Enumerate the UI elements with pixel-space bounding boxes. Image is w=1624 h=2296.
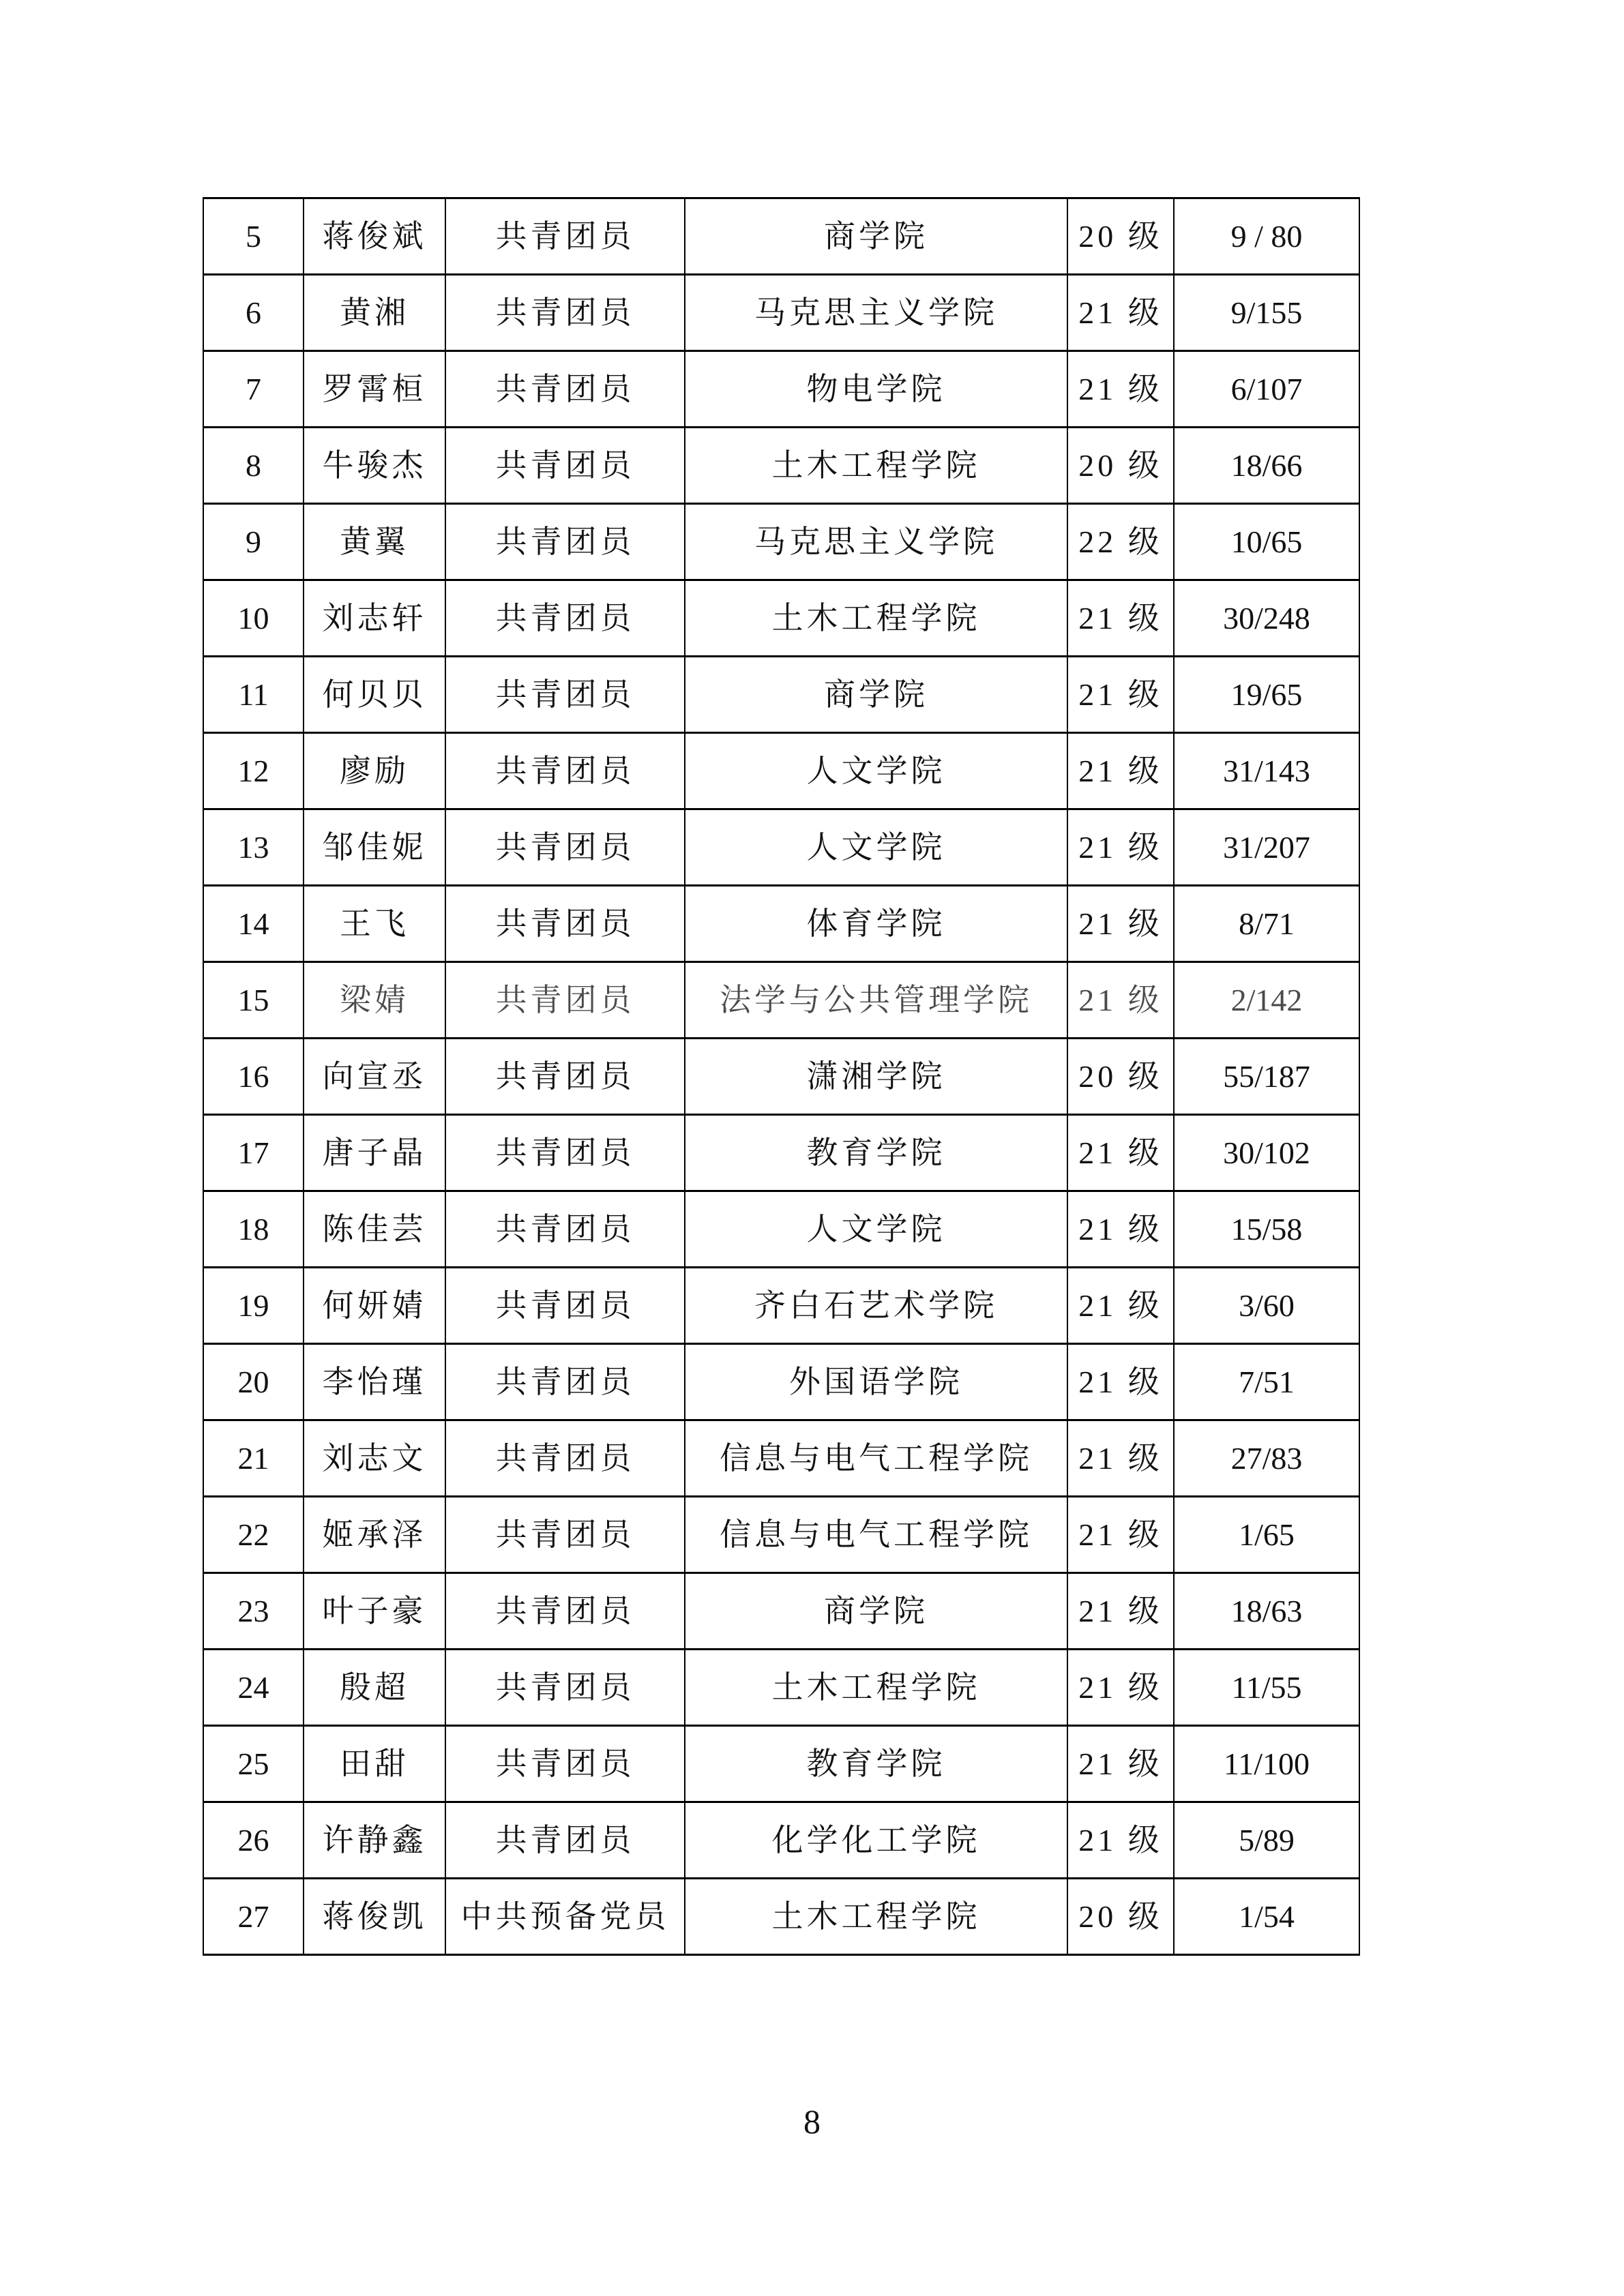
- cell-serial-number: 18: [203, 1191, 304, 1268]
- cell-serial-number: 16: [203, 1039, 304, 1115]
- cell-college: 商学院: [685, 198, 1067, 275]
- cell-rank: 55/187: [1174, 1039, 1359, 1115]
- cell-rank: 6/107: [1174, 351, 1359, 428]
- table-row: [203, 1802, 1359, 1879]
- cell-grade: 21 级: [1067, 1344, 1174, 1420]
- cell-college: 齐白石艺术学院: [685, 1268, 1067, 1344]
- roster-table-body: [203, 198, 1359, 1955]
- cell-political-status: 共青团员: [445, 886, 685, 962]
- cell-serial-number: 12: [203, 733, 304, 809]
- table-row: [203, 428, 1359, 504]
- table-row: [203, 1420, 1359, 1497]
- cell-serial-number: 6: [203, 275, 304, 351]
- table-row: [203, 1039, 1359, 1115]
- cell-rank: 10/65: [1174, 504, 1359, 580]
- page-number: 8: [803, 2102, 821, 2141]
- cell-rank: 30/102: [1174, 1115, 1359, 1191]
- cell-college: 体育学院: [685, 886, 1067, 962]
- cell-rank: 7/51: [1174, 1344, 1359, 1420]
- table-row: [203, 275, 1359, 351]
- cell-serial-number: 14: [203, 886, 304, 962]
- cell-rank: 18/66: [1174, 428, 1359, 504]
- cell-rank: 11/55: [1174, 1650, 1359, 1726]
- cell-grade: 21 级: [1067, 1650, 1174, 1726]
- cell-political-status: 共青团员: [445, 809, 685, 886]
- cell-grade: 21 级: [1067, 275, 1174, 351]
- cell-college: 人文学院: [685, 809, 1067, 886]
- cell-college: 潇湘学院: [685, 1039, 1067, 1115]
- cell-grade: 21 级: [1067, 962, 1174, 1039]
- cell-college: 信息与电气工程学院: [685, 1420, 1067, 1497]
- cell-student-name: 李怡瑾: [304, 1344, 445, 1420]
- cell-student-name: 廖励: [304, 733, 445, 809]
- cell-college: 土木工程学院: [685, 1879, 1067, 1955]
- cell-political-status: 共青团员: [445, 1497, 685, 1573]
- cell-serial-number: 13: [203, 809, 304, 886]
- cell-serial-number: 24: [203, 1650, 304, 1726]
- table-row: [203, 351, 1359, 428]
- cell-political-status: 共青团员: [445, 1802, 685, 1879]
- cell-student-name: 殷超: [304, 1650, 445, 1726]
- table-row: [203, 809, 1359, 886]
- cell-political-status: 共青团员: [445, 1039, 685, 1115]
- cell-grade: 21 级: [1067, 1573, 1174, 1650]
- cell-rank: 31/207: [1174, 809, 1359, 886]
- cell-grade: 21 级: [1067, 1268, 1174, 1344]
- cell-college: 教育学院: [685, 1726, 1067, 1802]
- cell-rank: 15/58: [1174, 1191, 1359, 1268]
- cell-rank: 31/143: [1174, 733, 1359, 809]
- cell-serial-number: 9: [203, 504, 304, 580]
- cell-student-name: 何妍婧: [304, 1268, 445, 1344]
- cell-college: 信息与电气工程学院: [685, 1497, 1067, 1573]
- cell-rank: 19/65: [1174, 657, 1359, 733]
- cell-political-status: 共青团员: [445, 504, 685, 580]
- cell-rank: 1/54: [1174, 1879, 1359, 1955]
- cell-college: 教育学院: [685, 1115, 1067, 1191]
- table-row: [203, 962, 1359, 1039]
- cell-serial-number: 5: [203, 198, 304, 275]
- table-row: [203, 1726, 1359, 1802]
- cell-college: 土木工程学院: [685, 580, 1067, 657]
- cell-serial-number: 27: [203, 1879, 304, 1955]
- cell-grade: 21 级: [1067, 657, 1174, 733]
- cell-political-status: 共青团员: [445, 1115, 685, 1191]
- cell-serial-number: 20: [203, 1344, 304, 1420]
- cell-political-status: 共青团员: [445, 1726, 685, 1802]
- cell-political-status: 共青团员: [445, 580, 685, 657]
- cell-student-name: 田甜: [304, 1726, 445, 1802]
- table-row: [203, 1650, 1359, 1726]
- table-row: [203, 886, 1359, 962]
- cell-grade: 21 级: [1067, 733, 1174, 809]
- cell-political-status: 共青团员: [445, 428, 685, 504]
- cell-political-status: 共青团员: [445, 657, 685, 733]
- cell-student-name: 何贝贝: [304, 657, 445, 733]
- cell-political-status: 共青团员: [445, 1573, 685, 1650]
- cell-student-name: 许静鑫: [304, 1802, 445, 1879]
- cell-serial-number: 17: [203, 1115, 304, 1191]
- cell-grade: 21 级: [1067, 580, 1174, 657]
- cell-college: 人文学院: [685, 1191, 1067, 1268]
- student-roster-table: [203, 197, 1360, 1956]
- cell-student-name: 姬承泽: [304, 1497, 445, 1573]
- cell-college: 土木工程学院: [685, 428, 1067, 504]
- cell-political-status: 共青团员: [445, 1191, 685, 1268]
- cell-rank: 18/63: [1174, 1573, 1359, 1650]
- cell-serial-number: 7: [203, 351, 304, 428]
- cell-college: 化学化工学院: [685, 1802, 1067, 1879]
- cell-rank: 3/60: [1174, 1268, 1359, 1344]
- cell-grade: 21 级: [1067, 351, 1174, 428]
- table-row: [203, 504, 1359, 580]
- cell-college: 马克思主义学院: [685, 275, 1067, 351]
- cell-grade: 20 级: [1067, 428, 1174, 504]
- cell-grade: 20 级: [1067, 1879, 1174, 1955]
- table-row: [203, 1191, 1359, 1268]
- cell-political-status: 共青团员: [445, 962, 685, 1039]
- cell-serial-number: 19: [203, 1268, 304, 1344]
- cell-serial-number: 22: [203, 1497, 304, 1573]
- cell-student-name: 王飞: [304, 886, 445, 962]
- cell-serial-number: 11: [203, 657, 304, 733]
- cell-grade: 22 级: [1067, 504, 1174, 580]
- cell-political-status: 共青团员: [445, 1268, 685, 1344]
- cell-college: 人文学院: [685, 733, 1067, 809]
- cell-student-name: 黄翼: [304, 504, 445, 580]
- cell-political-status: 共青团员: [445, 198, 685, 275]
- cell-political-status: 共青团员: [445, 1650, 685, 1726]
- cell-political-status: 共青团员: [445, 1344, 685, 1420]
- cell-serial-number: 25: [203, 1726, 304, 1802]
- cell-student-name: 刘志轩: [304, 580, 445, 657]
- table-row: [203, 580, 1359, 657]
- cell-political-status: 共青团员: [445, 275, 685, 351]
- table-row: [203, 733, 1359, 809]
- cell-political-status: 中共预备党员: [445, 1879, 685, 1955]
- cell-grade: 20 级: [1067, 198, 1174, 275]
- cell-student-name: 陈佳芸: [304, 1191, 445, 1268]
- cell-college: 商学院: [685, 1573, 1067, 1650]
- cell-college: 法学与公共管理学院: [685, 962, 1067, 1039]
- cell-rank: 9 / 80: [1174, 198, 1359, 275]
- table-row: [203, 198, 1359, 275]
- cell-grade: 21 级: [1067, 1802, 1174, 1879]
- cell-college: 土木工程学院: [685, 1650, 1067, 1726]
- cell-rank: 9/155: [1174, 275, 1359, 351]
- cell-grade: 21 级: [1067, 1420, 1174, 1497]
- cell-student-name: 邹佳妮: [304, 809, 445, 886]
- table-row: [203, 1115, 1359, 1191]
- cell-student-name: 牛骏杰: [304, 428, 445, 504]
- cell-grade: 21 级: [1067, 809, 1174, 886]
- table-row: [203, 657, 1359, 733]
- table-row: [203, 1344, 1359, 1420]
- cell-grade: 21 级: [1067, 1726, 1174, 1802]
- cell-grade: 21 级: [1067, 1497, 1174, 1573]
- table-row: [203, 1497, 1359, 1573]
- cell-political-status: 共青团员: [445, 733, 685, 809]
- cell-college: 马克思主义学院: [685, 504, 1067, 580]
- cell-political-status: 共青团员: [445, 1420, 685, 1497]
- cell-student-name: 黄湘: [304, 275, 445, 351]
- cell-student-name: 唐子晶: [304, 1115, 445, 1191]
- cell-serial-number: 15: [203, 962, 304, 1039]
- cell-serial-number: 8: [203, 428, 304, 504]
- table-row: [203, 1268, 1359, 1344]
- cell-serial-number: 10: [203, 580, 304, 657]
- cell-student-name: 向宣丞: [304, 1039, 445, 1115]
- cell-grade: 20 级: [1067, 1039, 1174, 1115]
- table-row: [203, 1879, 1359, 1955]
- cell-serial-number: 23: [203, 1573, 304, 1650]
- cell-rank: 11/100: [1174, 1726, 1359, 1802]
- cell-grade: 21 级: [1067, 886, 1174, 962]
- cell-college: 外国语学院: [685, 1344, 1067, 1420]
- cell-student-name: 罗霄桓: [304, 351, 445, 428]
- cell-student-name: 叶子豪: [304, 1573, 445, 1650]
- cell-rank: 1/65: [1174, 1497, 1359, 1573]
- cell-rank: 8/71: [1174, 886, 1359, 962]
- cell-college: 物电学院: [685, 351, 1067, 428]
- table-row: [203, 1573, 1359, 1650]
- cell-student-name: 蒋俊斌: [304, 198, 445, 275]
- cell-college: 商学院: [685, 657, 1067, 733]
- cell-serial-number: 26: [203, 1802, 304, 1879]
- cell-rank: 5/89: [1174, 1802, 1359, 1879]
- cell-rank: 30/248: [1174, 580, 1359, 657]
- cell-rank: 27/83: [1174, 1420, 1359, 1497]
- cell-grade: 21 级: [1067, 1115, 1174, 1191]
- cell-grade: 21 级: [1067, 1191, 1174, 1268]
- cell-serial-number: 21: [203, 1420, 304, 1497]
- cell-student-name: 刘志文: [304, 1420, 445, 1497]
- cell-political-status: 共青团员: [445, 351, 685, 428]
- cell-student-name: 梁婧: [304, 962, 445, 1039]
- cell-rank: 2/142: [1174, 962, 1359, 1039]
- cell-student-name: 蒋俊凯: [304, 1879, 445, 1955]
